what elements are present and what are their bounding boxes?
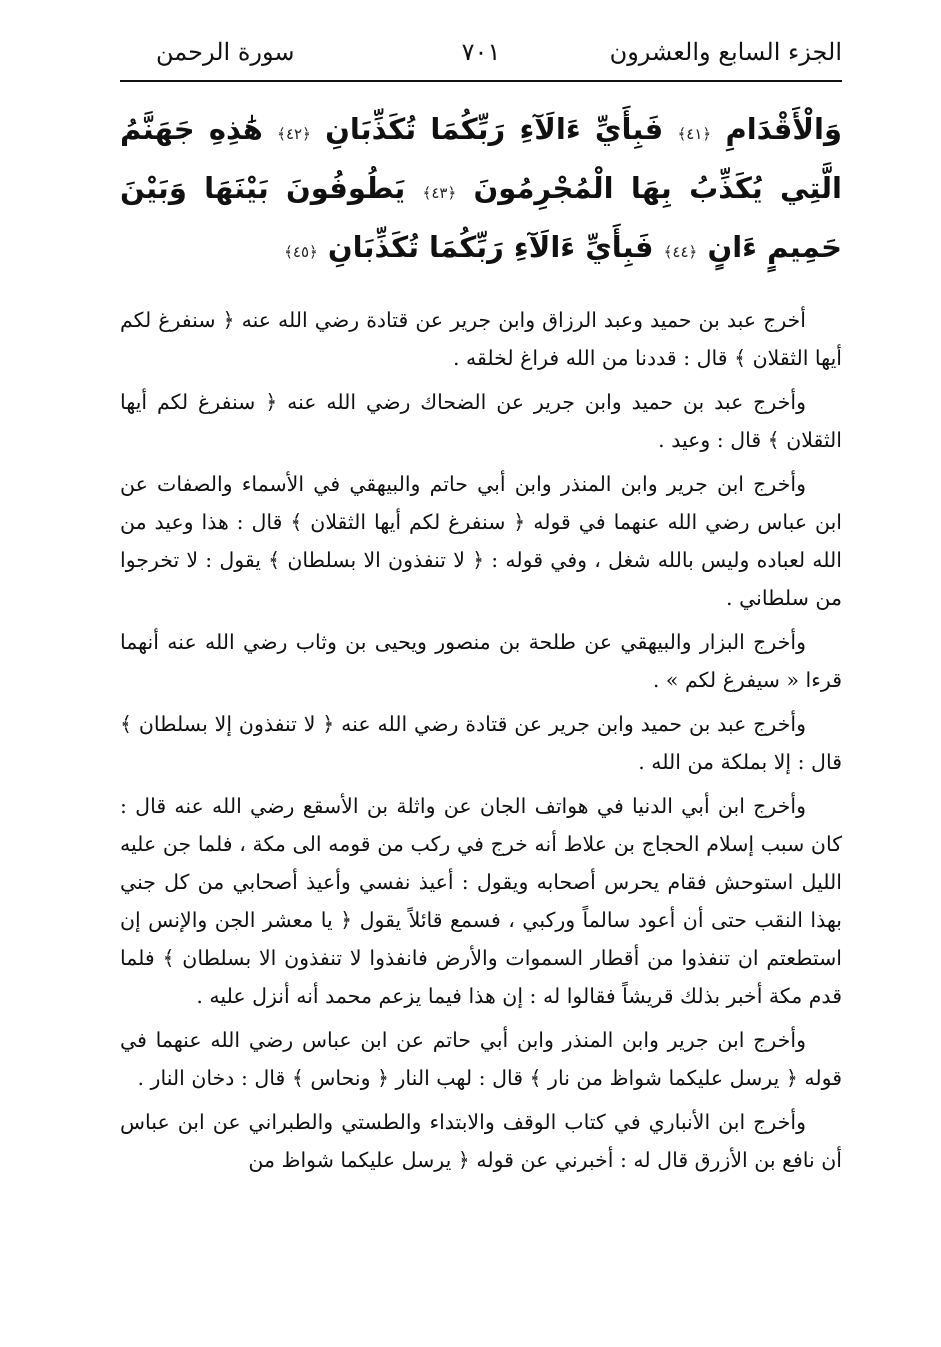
surah-title: سورة الرحمن: [156, 38, 295, 66]
page-header: [120, 28, 842, 82]
paragraph: أخرج عبد بن حميد وعبد الرزاق وابن جرير عن قتادة رضي الله عنه ﴿ سنفرغ لكم أيها الثقلان ﴾ قال : قددنا من الله فراغ لخلقه .: [120, 308, 842, 370]
paragraph: وأخرج ابن جرير وابن المنذر وابن أبي حاتم والبيهقي في الأسماء والصفات عن ابن عباس رضي الله عنهما في قوله ﴿ سنفرغ لكم أيها الثقلان ﴾ قال : هذا وعيد من الله لعباده وليس بالله شغل ، وفي قوله : ﴿ لا تنفذون الا بسلطان ﴾ يقول : لا تخرجوا من سلطاني .: [120, 472, 842, 610]
ayah-number: ﴿٤٤﴾: [663, 243, 698, 261]
commentary-text: [120, 301, 842, 1179]
paragraph: وأخرج البزار والبيهقي عن طلحة بن منصور ويحيى بن وثاب رضي الله عنه أنهما قرءا « سيفرغ لكم » .: [120, 630, 842, 692]
paragraph: وأخرج ابن أبي الدنيا في هواتف الجان عن واثلة بن الأسقع رضي الله عنه قال : كان سبب إسلام الحجاج بن علاط أنه خرج في ركب من قومه الى مكة ، فلما جن عليه الليل استوحش فقام يحرس أصحابه ويقول : أعيذ نفسي وأعيذ أصحابي من كل جني بهذا النقب حتى أن أعود سالماً وركبي ، فسمع قائلاً يقول ﴿ يا معشر الجن والإنس إن استطعتم ان تنفذوا من أقطار السموات والأرض فانفذوا لا تنفذون الا بسلطان ﴾ فلما قدم مكة أخبر بذلك قريشاً فقالوا له : إن هذا فيما يزعم محمد أنه أنزل عليه .: [120, 794, 842, 1008]
verse-segment: وَالْأَقْدَامِ: [725, 112, 842, 146]
paragraph: وأخرج عبد بن حميد وابن جرير عن الضحاك رضي الله عنه ﴿ سنفرغ لكم أيها الثقلان ﴾ قال : وعيد .: [120, 390, 842, 452]
book-page: [120, 28, 842, 1185]
ayah-number: ﴿٤١﴾: [677, 125, 712, 143]
ayah-number: ﴿٤٢﴾: [277, 125, 311, 143]
ayah-number: ﴿٤٣﴾: [422, 184, 457, 202]
verse-segment: فَبِأَيِّ ءَالَآءِ رَبِّكُمَا تُكَذِّبَانِ: [327, 230, 654, 264]
verse-segment: هَٰذِهِ جَهَنَّمُ الَّتِي يُكَذِّبُ بِهَا الْمُجْرِمُونَ: [120, 112, 842, 205]
paragraph: وأخرج ابن جرير وابن المنذر وابن أبي حاتم عن ابن عباس رضي الله عنهما في قوله ﴿ يرسل عليكما شواظ من نار ﴾ قال : لهب النار ﴿ ونحاس ﴾ قال : دخان النار .: [120, 1028, 842, 1090]
quran-verse-block: [120, 102, 842, 287]
paragraph: وأخرج عبد بن حميد وابن جرير عن قتادة رضي الله عنه ﴿ لا تنفذون إلا بسلطان ﴾ قال : إلا بملكة من الله .: [120, 712, 842, 774]
verse-segment: يَطُوفُونَ بَيْنَهَا وَبَيْنَ حَمِيمٍ ءَانٍ: [120, 171, 842, 264]
ayah-number: ﴿٤٥﴾: [284, 243, 318, 261]
page-number: ٧٠١: [461, 38, 501, 66]
part-title: الجزء السابع والعشرون: [609, 38, 842, 66]
verse-segment: فَبِأَيِّ ءَالَآءِ رَبِّكُمَا تُكَذِّبَانِ: [325, 112, 664, 146]
paragraph: وأخرج ابن الأنباري في كتاب الوقف والابتداء والطستي والطبراني عن ابن عباس أن نافع بن الأزرق قال له : أخبرني عن قوله ﴿ يرسل عليكما شواظ من: [120, 1110, 842, 1172]
